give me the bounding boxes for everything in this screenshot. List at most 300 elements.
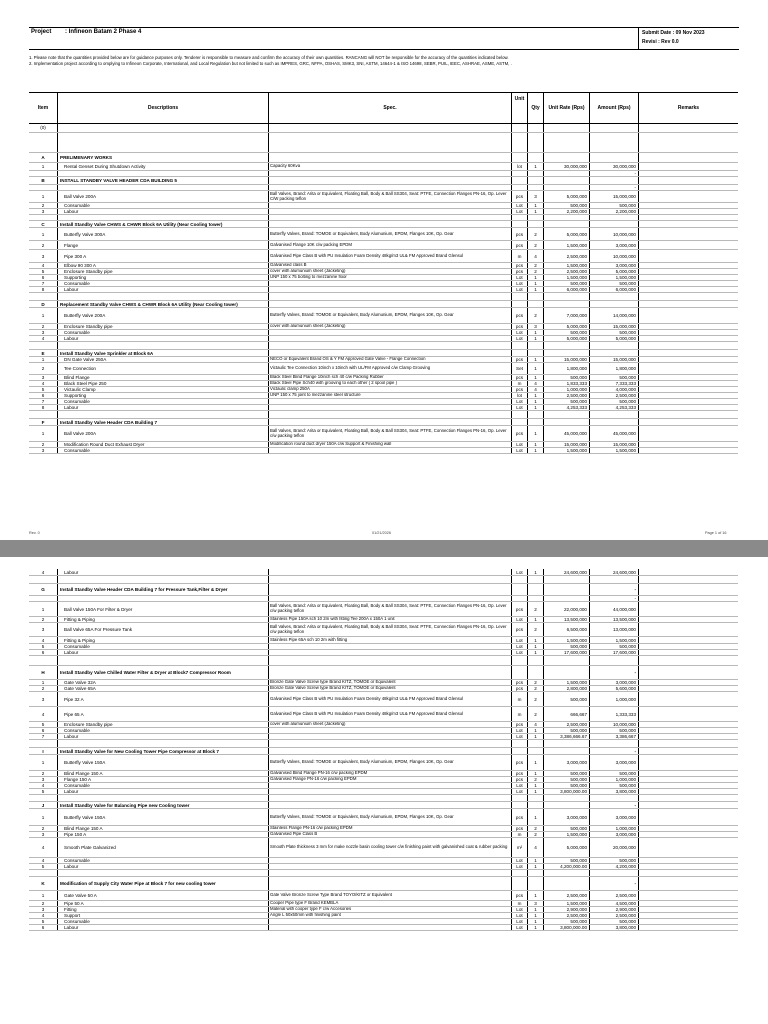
spec-cell: Capacity 60Kva	[268, 163, 511, 170]
unit-cell: Lot	[511, 650, 527, 655]
description-cell: Labour	[57, 864, 268, 869]
amount-cell	[589, 122, 638, 132]
table-row	[29, 308, 738, 324]
item-cell	[29, 870, 57, 876]
description-cell: Butterfly Valve 200A	[57, 308, 268, 323]
qty-cell: 2	[527, 707, 543, 721]
item-cell	[29, 596, 57, 601]
remarks-cell	[638, 858, 738, 863]
remarks-cell	[638, 891, 738, 900]
description-cell: Consumable	[57, 728, 268, 733]
unit-rate-cell: 1,500,000	[543, 832, 589, 837]
unit-rate-cell: 5,000,000	[543, 228, 589, 240]
spec-cell	[268, 301, 511, 307]
amount-cell: 15,000,000	[589, 191, 638, 202]
remarks-cell	[638, 393, 738, 398]
remarks-cell	[638, 133, 738, 152]
spec-cell	[268, 748, 511, 754]
spec-cell	[268, 877, 511, 890]
qty-cell: 1	[527, 442, 543, 447]
unit-rate-cell: 1,500,000	[543, 448, 589, 453]
qty-cell: 1	[527, 891, 543, 900]
item-cell: A	[41, 155, 45, 160]
remarks-cell	[638, 748, 738, 754]
spec-cell: Angle L 50x50mm with finishing paint	[268, 913, 511, 918]
amount-cell: 3,000,000	[589, 809, 638, 825]
amount-cell: 10,000,000	[589, 250, 638, 262]
qty-cell	[527, 576, 543, 583]
qty-cell: 1	[527, 281, 543, 286]
item-cell: 4	[41, 637, 45, 643]
qty-cell	[527, 656, 543, 665]
unit-cell: m	[511, 901, 527, 906]
item-cell: 5	[41, 789, 45, 794]
item-cell: 1	[41, 814, 45, 820]
description-cell: INSTALL STANDBY VALVE HEADER CDA BUILDING 5	[57, 177, 268, 184]
unit-rate-cell: 2,500,000	[543, 913, 589, 918]
unit-cell: m²	[511, 838, 527, 857]
remarks-cell	[638, 728, 738, 733]
description-cell: Fitting	[57, 907, 268, 912]
unit-cell: Lot	[511, 789, 527, 794]
amount-cell: 1,500,000	[589, 275, 638, 280]
remarks-cell	[638, 617, 738, 622]
remarks-cell	[638, 901, 738, 906]
amount-cell	[589, 795, 638, 801]
description-cell: Consumable	[57, 919, 268, 924]
spec-cell	[268, 350, 511, 356]
remarks-cell	[638, 740, 738, 747]
description-cell	[57, 576, 268, 583]
qty-cell: 1	[527, 617, 543, 622]
amount-cell: 4,200,000	[589, 864, 638, 869]
unit-cell	[511, 342, 527, 349]
amount-cell: 3,000,000	[589, 263, 638, 268]
unit-rate-cell: 1,500,000	[543, 263, 589, 268]
unit-cell: Lot	[511, 907, 527, 912]
footer-revision: Rev. 0	[29, 531, 40, 535]
description-cell: Pipe 65 A	[57, 707, 268, 721]
remarks-cell	[638, 308, 738, 323]
qty-cell: 4	[527, 387, 543, 392]
unit-cell: pcs	[511, 426, 527, 441]
spec-cell	[268, 740, 511, 747]
qty-cell	[527, 153, 543, 162]
qty-cell	[527, 877, 543, 890]
description-cell: Black Steel Pipe 250	[57, 381, 268, 386]
amount-cell	[589, 221, 638, 227]
remarks-cell	[638, 203, 738, 208]
item-cell: 3	[41, 375, 45, 380]
item-cell: 8	[41, 405, 45, 410]
unit-rate-cell: 500,000	[543, 281, 589, 286]
item-cell: 6	[41, 275, 45, 280]
description-cell: Install Standby Valve Sprinkler at Block 6A	[57, 350, 268, 356]
table-row	[29, 891, 738, 901]
unit-cell	[511, 656, 527, 665]
unit-rate-cell: 500,000	[543, 783, 589, 788]
unit-rate-cell: 5,000,000	[543, 324, 589, 329]
item-cell: 1	[41, 164, 45, 169]
qty-cell: 1	[527, 203, 543, 208]
unit-cell: pcs	[511, 891, 527, 900]
table-row	[29, 576, 738, 584]
unit-rate-cell	[543, 221, 589, 227]
section-row	[29, 350, 738, 357]
amount-cell: 15,000,000	[589, 324, 638, 329]
remarks-cell	[638, 241, 738, 249]
unit-cell: Lot	[511, 330, 527, 335]
unit-cell: Lot	[511, 209, 527, 214]
remarks-cell	[638, 250, 738, 262]
amount-cell: 45,000,000	[589, 426, 638, 441]
unit-rate-cell: 1,500,000	[543, 637, 589, 643]
spec-cell	[268, 185, 511, 190]
unit-rate-cell: 2,500,000	[543, 250, 589, 262]
remarks-cell	[638, 228, 738, 240]
unit-cell	[511, 576, 527, 583]
remarks-cell	[638, 802, 738, 808]
remarks-cell	[638, 656, 738, 665]
item-cell: 2	[41, 366, 45, 371]
description-cell: Supporting	[57, 393, 268, 398]
section-row	[29, 301, 738, 308]
spec-cell: Cooper Pipe type F Brand KEMBLA	[268, 901, 511, 906]
description-cell: Fitting & Piping	[57, 617, 268, 622]
unit-cell: pcs	[511, 680, 527, 685]
description-cell: Smooth Plate Galvanized	[57, 838, 268, 857]
spec-cell	[268, 336, 511, 341]
item-cell: 4	[41, 783, 45, 788]
item-cell: 5	[41, 644, 45, 649]
unit-rate-cell: 2,500,000	[543, 269, 589, 274]
unit-cell: pcs	[511, 755, 527, 770]
unit-rate-cell: 1,500,000	[543, 275, 589, 280]
remarks-cell	[638, 411, 738, 418]
remarks-cell	[638, 734, 738, 739]
amount-cell: 44,000,000	[589, 602, 638, 616]
item-cell: 3	[41, 209, 45, 214]
description-cell	[57, 411, 268, 418]
unit-cell: Lot	[511, 637, 527, 643]
remarks-cell	[638, 623, 738, 636]
qty-cell: 1	[527, 336, 543, 341]
unit-cell: pcs	[511, 771, 527, 776]
description-cell: Support	[57, 913, 268, 918]
remarks-cell	[638, 584, 738, 595]
qty-cell: 1	[527, 755, 543, 770]
table-row	[29, 838, 738, 858]
unit-rate-cell	[543, 293, 589, 300]
unit-cell: Lot	[511, 448, 527, 453]
spec-cell: Galvanised class B	[268, 263, 511, 268]
amount-cell: 30,000,000	[589, 163, 638, 170]
spec-cell	[268, 342, 511, 349]
qty-cell	[527, 596, 543, 601]
unit-rate-cell: 5,000,000	[543, 336, 589, 341]
item-cell: 3	[41, 448, 45, 453]
description-cell: Pipe 32 A	[57, 692, 268, 706]
spec-cell	[268, 584, 511, 595]
spec-cell	[268, 644, 511, 649]
item-cell: 6	[41, 650, 45, 655]
amount-cell: 1,500,000	[589, 448, 638, 453]
item-cell: I	[42, 748, 44, 754]
spec-cell	[268, 734, 511, 739]
item-cell: 3	[41, 627, 45, 632]
unit-cell	[511, 221, 527, 227]
spec-cell	[268, 281, 511, 286]
unit-cell: pcs	[511, 826, 527, 831]
notes	[29, 55, 738, 66]
col-item: Item	[37, 105, 49, 111]
spec-cell: Material with cooper type F c/w Accesories	[268, 907, 511, 912]
item-cell	[29, 795, 57, 801]
unit-rate-cell: 500,000	[543, 777, 589, 782]
item-cell: 3	[41, 832, 45, 837]
unit-cell: Lot	[511, 734, 527, 739]
unit-rate-cell	[543, 350, 589, 356]
amount-cell	[589, 350, 638, 356]
qty-cell: 1	[527, 426, 543, 441]
remarks-cell	[638, 171, 738, 176]
unit-rate-cell	[543, 177, 589, 184]
unit-rate-cell: 1,000,000	[543, 387, 589, 392]
remarks-cell	[638, 442, 738, 447]
amount-cell: 24,600,000	[589, 569, 638, 575]
section-row	[29, 419, 738, 426]
qty-cell	[527, 177, 543, 184]
amount-cell: 5,000,000	[589, 269, 638, 274]
unit-cell: Lot	[511, 336, 527, 341]
qty-cell: 1	[527, 363, 543, 374]
description-cell: Labour	[57, 336, 268, 341]
remarks-cell	[638, 650, 738, 655]
amount-cell: 5,000,000	[589, 336, 638, 341]
amount-cell	[589, 133, 638, 152]
unit-cell: Lot	[511, 203, 527, 208]
amount-cell: 500,000	[589, 783, 638, 788]
description-cell: Modification of Supply City Water Pipe at Block 7 for new cooling tower	[57, 877, 268, 890]
spec-cell	[268, 293, 511, 300]
unit-cell: pcs	[511, 375, 527, 380]
unit-rate-cell: 3,800,000.00	[543, 789, 589, 794]
description-cell: Consumable	[57, 783, 268, 788]
unit-rate-cell: 2,500,000	[543, 891, 589, 900]
amount-cell: 500,000	[589, 281, 638, 286]
item-cell	[29, 411, 57, 418]
table-row	[29, 602, 738, 617]
description-cell: Consumable	[57, 330, 268, 335]
amount-cell	[589, 342, 638, 349]
unit-cell: pcs	[511, 602, 527, 616]
amount-cell: -	[589, 584, 638, 595]
qty-cell: 1	[527, 907, 543, 912]
description-cell	[57, 293, 268, 300]
qty-cell: 1	[527, 330, 543, 335]
description-cell	[57, 122, 268, 132]
table-row	[29, 342, 738, 350]
amount-cell: 15,000,000	[589, 357, 638, 362]
description-cell: Install Standby Valve for New Cooling Tower Pipe Compressor at Block 7	[57, 748, 268, 754]
description-cell	[57, 185, 268, 190]
unit-cell: Lot	[511, 281, 527, 286]
table-row	[29, 426, 738, 442]
remarks-cell	[638, 783, 738, 788]
item-cell: 2	[41, 826, 45, 831]
amount-cell: 1,800,000	[589, 363, 638, 374]
spec-cell	[268, 405, 511, 410]
qty-cell	[527, 740, 543, 747]
amount-cell: 3,000,000	[589, 680, 638, 685]
table-row	[29, 623, 738, 637]
amount-cell: 4,000,000	[589, 387, 638, 392]
description-cell: Labour	[57, 569, 268, 575]
qty-cell	[527, 301, 543, 307]
item-cell: 6	[41, 393, 45, 398]
description-cell	[57, 171, 268, 176]
amount-cell: -	[589, 877, 638, 890]
amount-cell: 4,500,000	[589, 901, 638, 906]
unit-rate-cell: 500,000	[543, 644, 589, 649]
unit-rate-cell: 45,000,000	[543, 426, 589, 441]
spec-cell	[268, 925, 511, 930]
qty-cell: 3	[527, 324, 543, 329]
amount-cell: 10,000,000	[589, 722, 638, 727]
unit-rate-cell: 500,000	[543, 203, 589, 208]
qty-cell: 1	[527, 728, 543, 733]
spec-cell	[268, 656, 511, 665]
description-cell: Enclosure Standby pipe	[57, 269, 268, 274]
item-cell	[29, 293, 57, 300]
description-cell: Install Standby Valve Chilled Water Filter & Dryer at Block7 Compressor Room	[57, 666, 268, 679]
qty-cell: 4	[527, 838, 543, 857]
item-cell: 2	[41, 203, 45, 208]
amount-cell	[589, 177, 638, 184]
unit-cell: pcs	[511, 324, 527, 329]
table-row	[29, 692, 738, 707]
table-row	[29, 250, 738, 263]
item-cell: 2	[41, 442, 45, 447]
amount-cell: 500,000	[589, 203, 638, 208]
description-cell: Gate Valve 50 A	[57, 891, 268, 900]
unit-cell: pcs	[511, 191, 527, 202]
item-cell: 1	[41, 760, 45, 765]
remarks-cell	[638, 269, 738, 274]
remarks-cell	[638, 919, 738, 924]
unit-rate-cell	[543, 133, 589, 152]
remarks-cell	[638, 707, 738, 721]
unit-rate-cell: 2,900,000	[543, 907, 589, 912]
item-cell	[29, 576, 57, 583]
amount-cell	[589, 740, 638, 747]
amount-cell: 20,000,000	[589, 838, 638, 857]
unit-rate-cell: 2,500,000	[543, 393, 589, 398]
spec-cell	[268, 209, 511, 214]
section-row	[29, 153, 738, 163]
description-cell: Blind Flange 150 A	[57, 771, 268, 776]
remarks-cell	[638, 907, 738, 912]
item-cell: 2	[41, 242, 45, 248]
amount-cell: 500,000	[589, 644, 638, 649]
description-cell: Rental Genset During Shutdown Activity	[57, 163, 268, 170]
spec-cell: Butterfly Valves, Brand: TOMOE or Equivalent, Body Alumunium, EPDM, Flanges 10K, Op. Gear	[268, 755, 511, 770]
qty-cell	[527, 122, 543, 132]
amount-cell: 3,000,000	[589, 755, 638, 770]
item-cell: 2	[41, 686, 45, 691]
spec-cell	[268, 203, 511, 208]
remarks-cell	[638, 602, 738, 616]
spec-cell	[268, 411, 511, 418]
unit-rate-cell: 2,800,000	[543, 686, 589, 691]
item-cell: 7	[41, 399, 45, 404]
unit-cell	[511, 133, 527, 152]
unit-cell	[511, 802, 527, 808]
spec-cell: Victaulic Tee Connection 10inch x 10inch with UL/FM Approved c/w Clamp Grooving	[268, 363, 511, 374]
spec-cell	[268, 795, 511, 801]
project-label: Project	[31, 29, 52, 35]
qty-cell	[527, 293, 543, 300]
remarks-cell	[638, 209, 738, 214]
table-row	[29, 569, 738, 576]
unit-cell: Lot	[511, 405, 527, 410]
item-cell: E	[41, 350, 45, 356]
spec-cell	[268, 215, 511, 220]
item-cell: 4	[41, 913, 45, 918]
section-row	[29, 666, 738, 680]
unit-rate-cell	[543, 596, 589, 601]
amount-cell: 7,333,333	[589, 381, 638, 386]
spec-cell	[268, 171, 511, 176]
remarks-cell	[638, 275, 738, 280]
table-row	[29, 707, 738, 722]
unit-rate-cell: 500,000	[543, 826, 589, 831]
remarks-cell	[638, 324, 738, 329]
amount-cell: 2,500,000	[589, 913, 638, 918]
unit-rate-cell	[543, 122, 589, 132]
item-cell: 1	[41, 231, 45, 237]
amount-cell: 500,000	[589, 375, 638, 380]
remarks-cell	[638, 293, 738, 300]
spec-cell: Bronze Gate Valve Screw type Brand KITZ, TOMOE or Equivalent	[268, 686, 511, 691]
table-row	[29, 448, 738, 454]
qty-cell: 2	[527, 686, 543, 691]
unit-rate-cell: 3,386,666.67	[543, 734, 589, 739]
description-cell: Blind Flange 150 A	[57, 826, 268, 831]
qty-cell: 2	[527, 241, 543, 249]
remarks-cell	[638, 686, 738, 691]
qty-cell: 1	[527, 789, 543, 794]
item-cell: 6	[41, 728, 45, 733]
item-cell	[29, 656, 57, 665]
qty-cell: 4	[527, 722, 543, 727]
amount-cell: 2,500,000	[589, 393, 638, 398]
remarks-cell	[638, 771, 738, 776]
unit-rate-cell: 500,000	[543, 858, 589, 863]
remarks-cell	[638, 838, 738, 857]
table-header	[29, 92, 738, 124]
qty-cell: 1	[527, 209, 543, 214]
amount-cell: 2,900,000	[589, 907, 638, 912]
spec-cell	[268, 419, 511, 425]
item-cell: 3	[41, 907, 45, 912]
item-cell: H	[41, 670, 45, 675]
qty-cell	[527, 133, 543, 152]
table-row	[29, 656, 738, 666]
qty-cell: 1	[527, 650, 543, 655]
note-1: 1. Please note that the quantities provided below are for guidance purposes only. Tenderer is responsible to measure and confirm the accuracy of their own quantities. RANCANG will NOT be responsible for the accuracy of the quantities indicated below.	[29, 55, 509, 60]
amount-cell: -	[589, 185, 638, 190]
